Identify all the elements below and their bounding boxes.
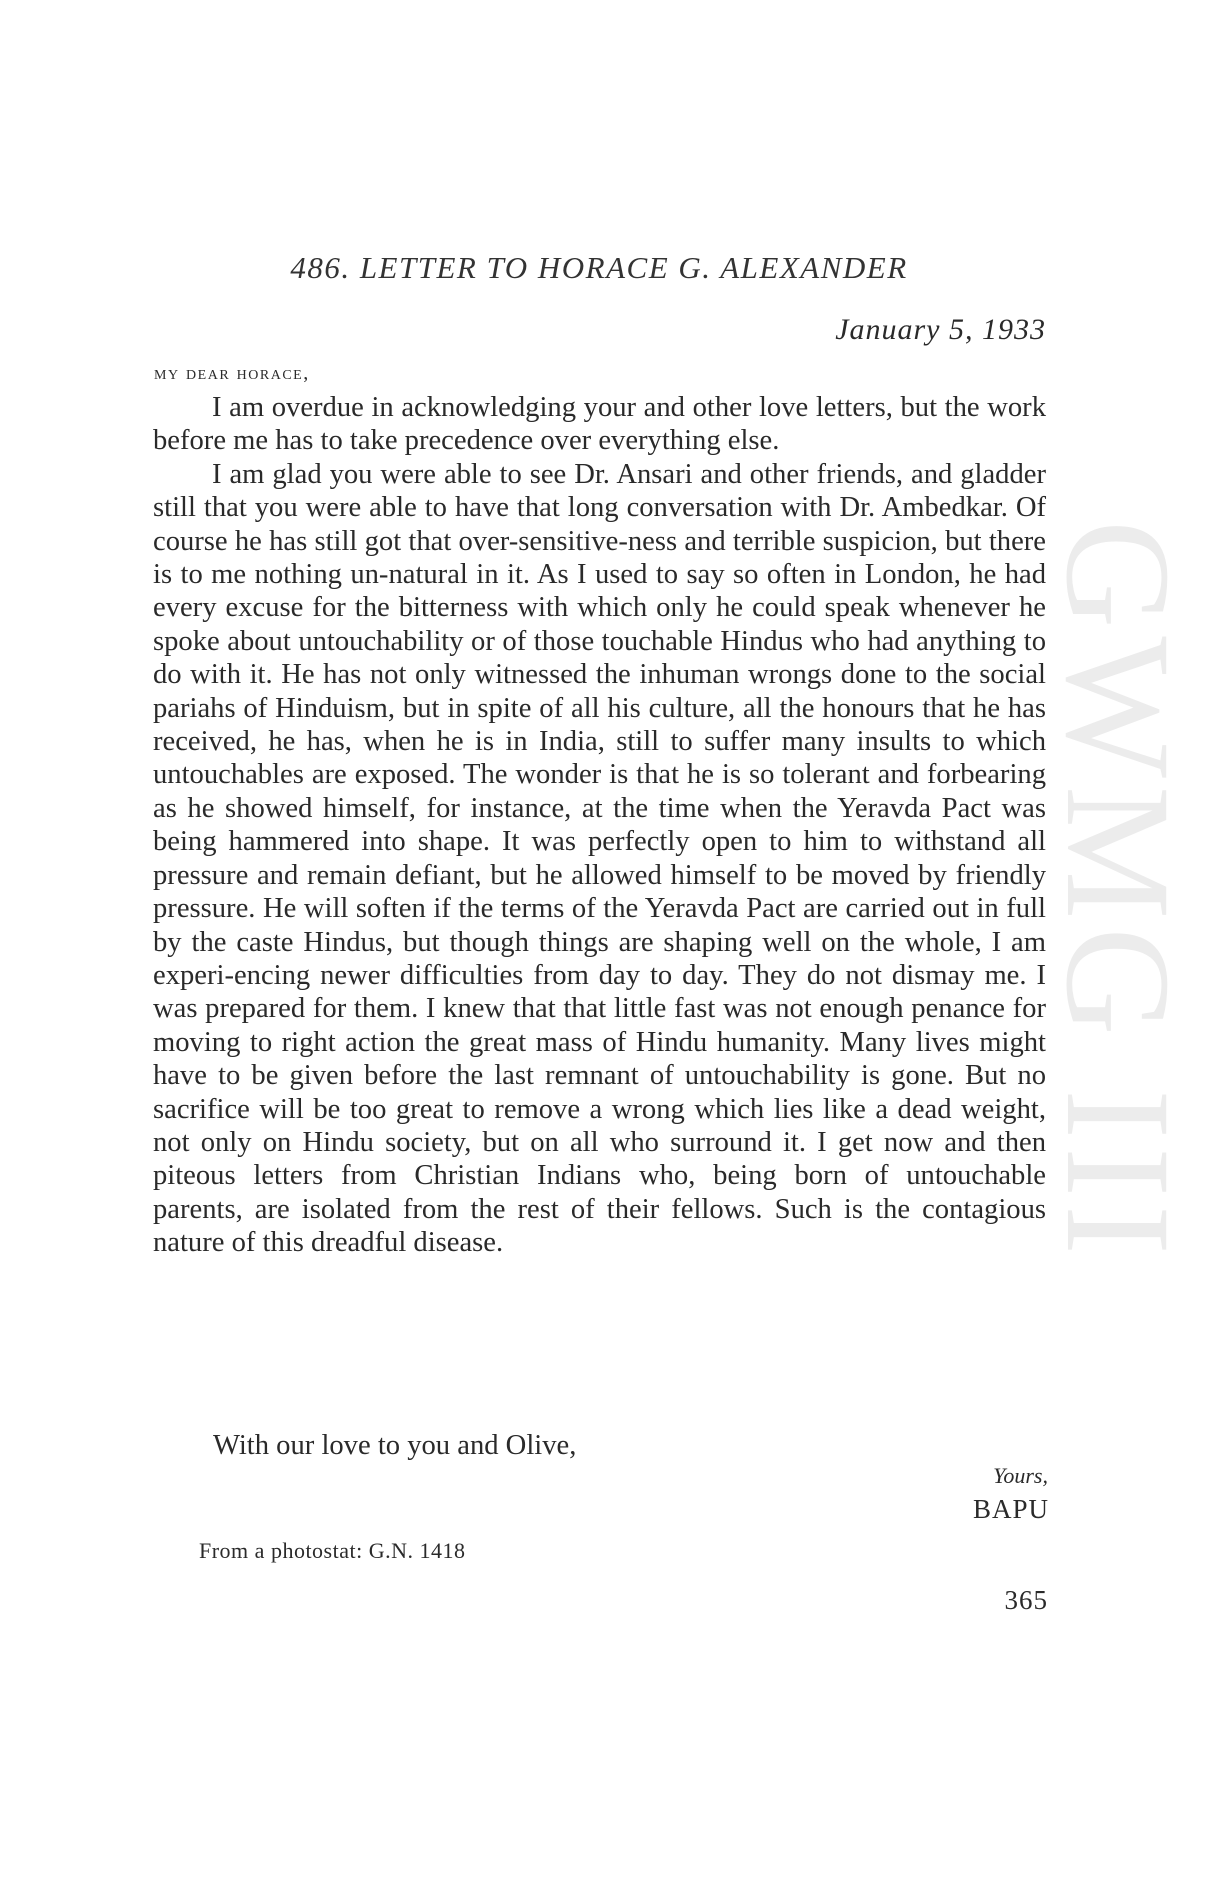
page-number: 365 [1004, 1585, 1048, 1615]
letter-body [153, 391, 1046, 1260]
paragraph-1: I am overdue in acknowledging your and other love letters, but the work before me has to take precedence over everything else. [153, 392, 1046, 457]
valediction: Yours, [993, 1463, 1048, 1488]
salutation: my dear horace, [154, 362, 310, 384]
letter-title: 486. LETTER TO HORACE G. ALEXANDER [290, 250, 908, 285]
signature: BAPU [972, 1494, 1049, 1524]
letter-date: January 5, 1933 [835, 313, 1046, 346]
paragraph-2: I am glad you were able to see Dr. Ansari and other friends, and gladder still that you were able to have that long conversation with Dr. Ambedkar. Of course he has still got that over-sensitive-ness and terrible suspicion, but there is to me nothing un-natural in it. As I used to say so often in London, he had every excuse for the bitterness with which only he could speak whenever he spoke about untouchability or of those touchable Hindus who had anything to do with it. He has not only witnessed the inhuman wrongs done to the social pariahs of Hinduism, but in spite of all his culture, all the honours that he has received, he has, when he is in India, still to suffer many insults to which untouchables are exposed. The wonder is that he is so tolerant and forbearing as he showed himself, for instance, at the time when the Yeravda Pact was being hammered into shape. It was perfectly open to him to withstand all pressure and remain defiant, but he allowed himself to be moved by friendly pressure. He will soften if the terms of the Yeravda Pact are carried out in full by the caste Hindus, but though things are shaping well on the whole, I am experi-encing newer difficulties from day to day. They do not dismay me. I was prepared for them. I knew that that little fast was not enough penance for moving to right action the great mass of Hindu humanity. Many lives might have to be given before the last remnant of untouchability is gone. But no sacrifice will be too great to remove a wrong which lies like a dead weight, not only on Hindu society, but on all who surround it. I get now and then piteous letters from Christian Indians who, being born of untouchable parents, are isolated from the rest of their fellows. Such is the contagious nature of this dreadful disease. [153, 458, 1046, 1259]
closing-line: With our love to you and Olive, [213, 1430, 577, 1461]
source-note: From a photostat: G.N. 1418 [199, 1538, 466, 1563]
watermark-text: GWMG III [1035, 520, 1201, 1263]
